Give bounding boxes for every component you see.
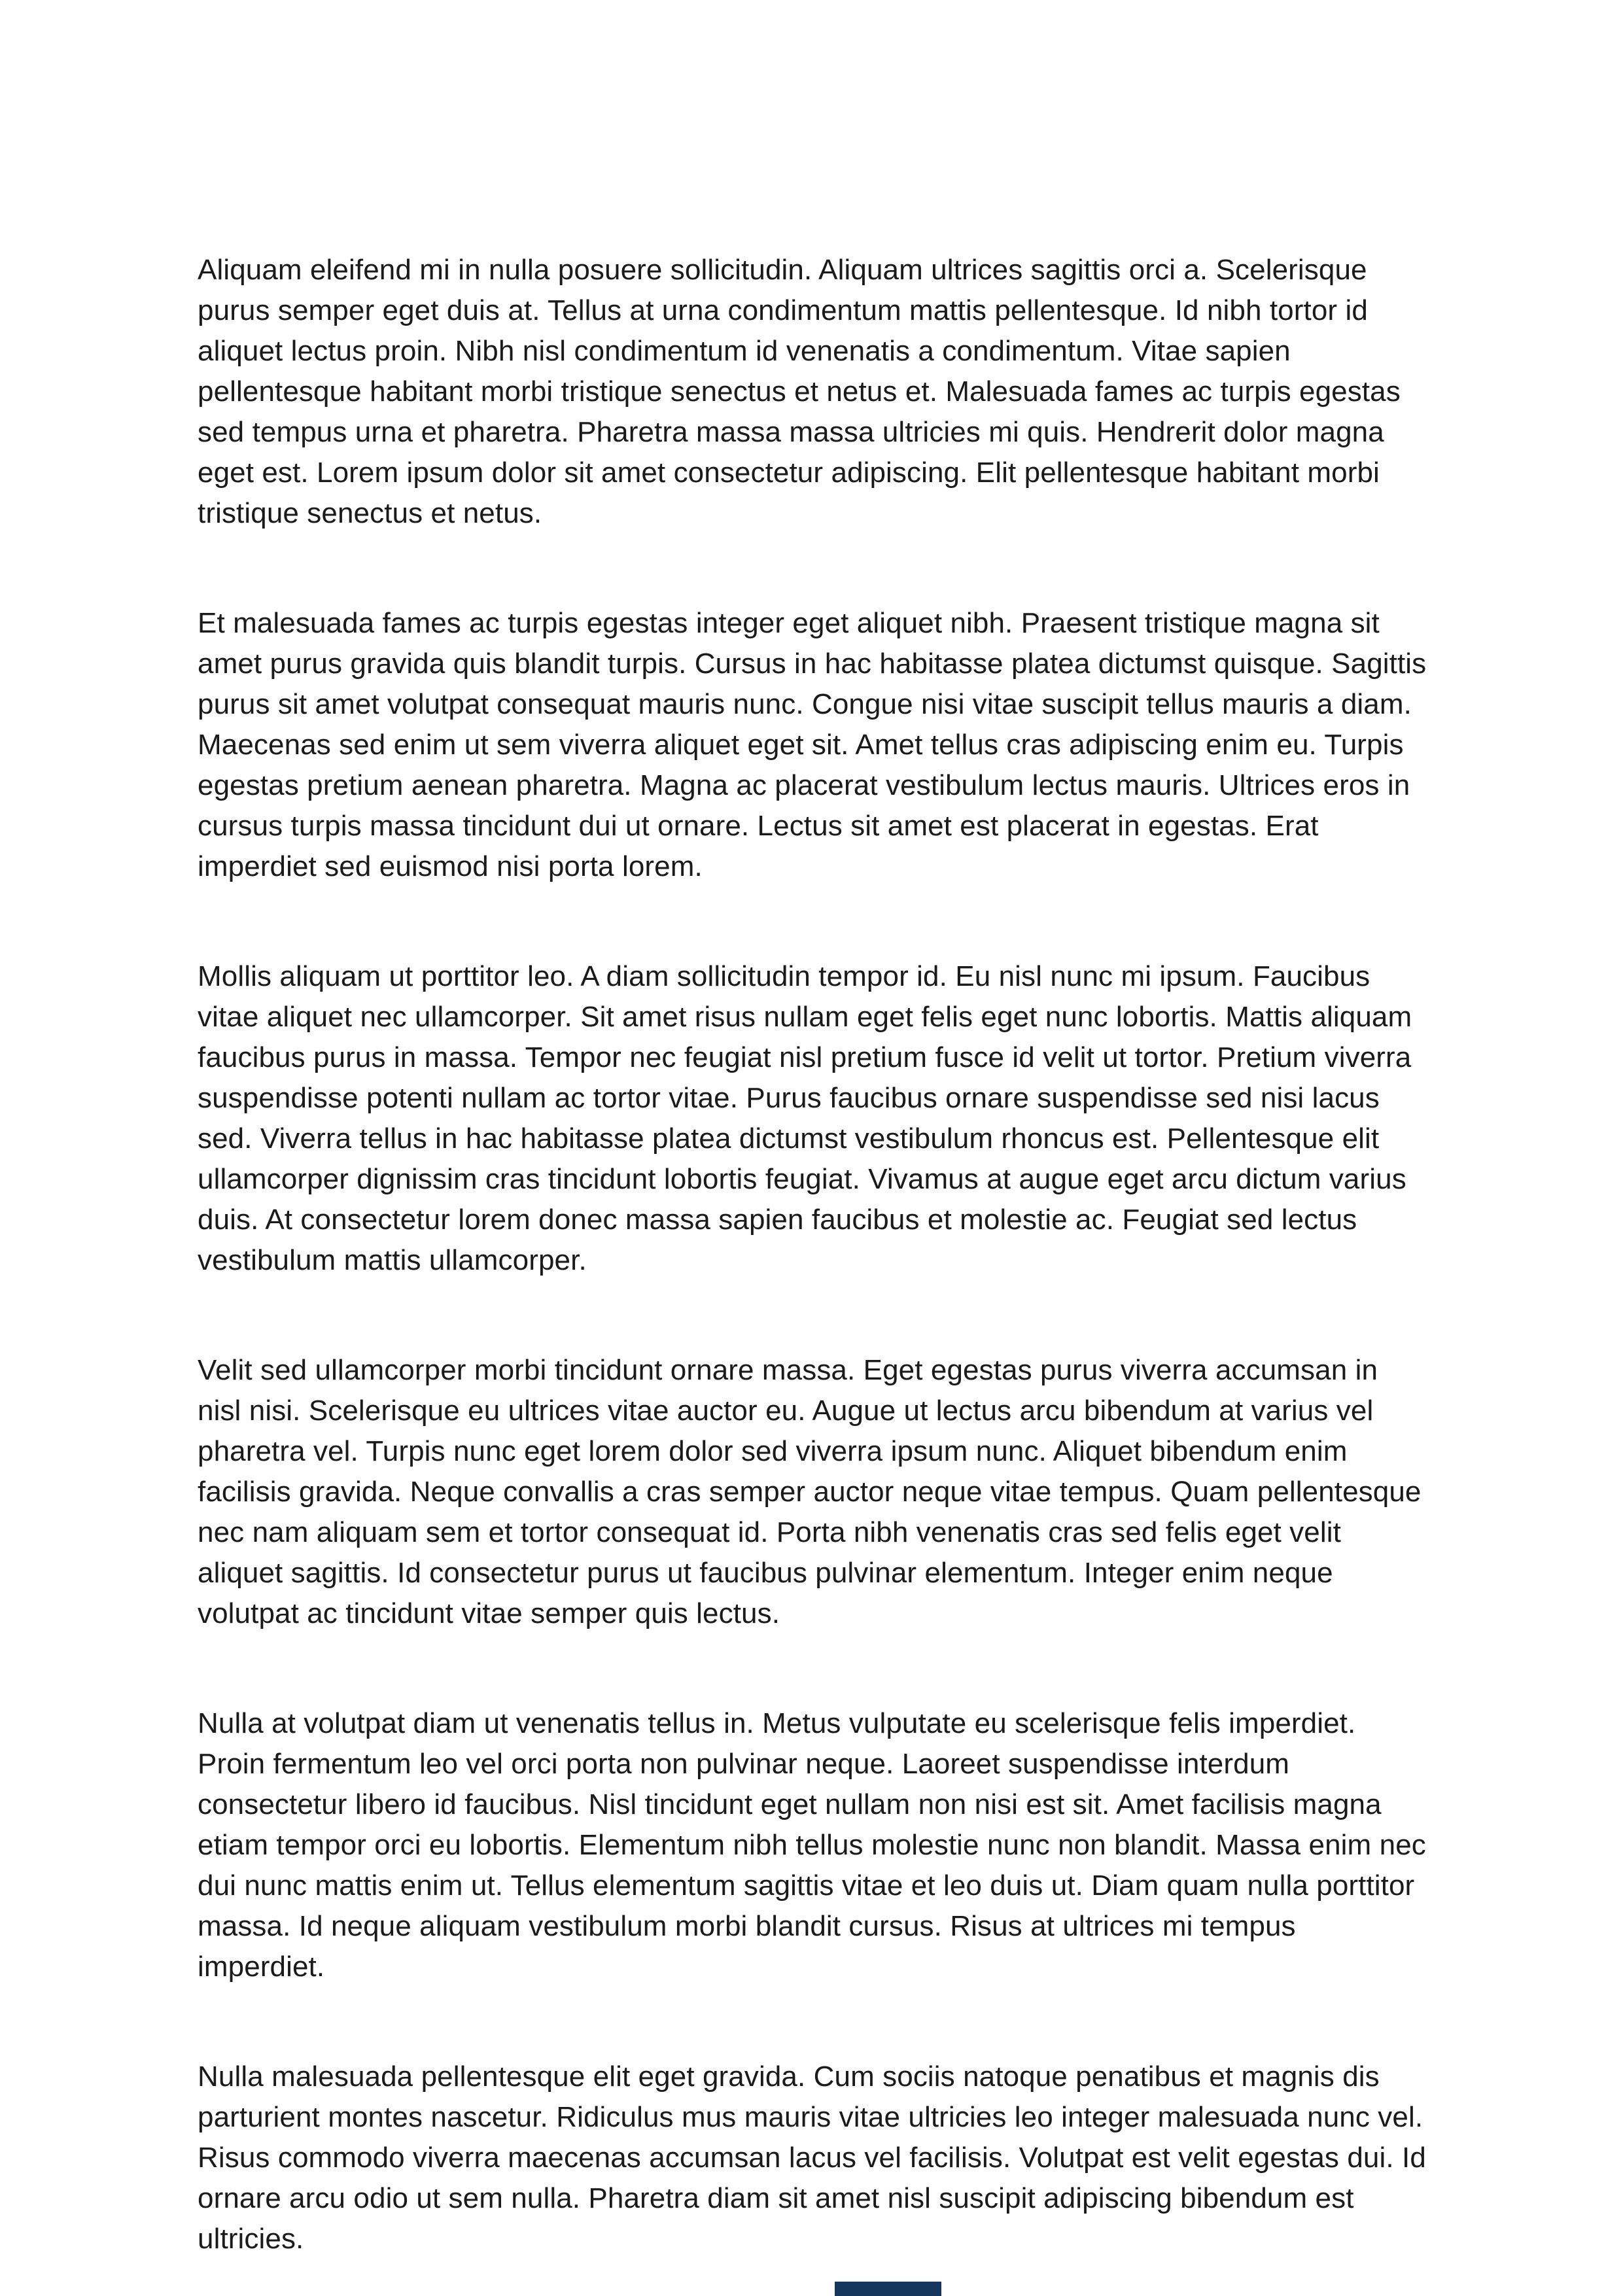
paragraph-2: Et malesuada fames ac turpis egestas integer eget aliquet nibh. Praesent tristique magna sit amet purus gravida quis blandit turpis. Cursus in hac habitasse platea dictumst quisque. Sagittis purus sit amet volutpat consequat mauris nunc. Congue nisi vitae suscipit tellus mauris a diam. Maecenas sed enim ut sem viverra aliquet eget sit. Amet tellus cras adipiscing enim eu. Turpis egestas pretium aenean pharetra. Magna ac placerat vestibulum lectus mauris. Ultrices eros in cursus turpis massa tincidunt dui ut ornare. Lectus sit amet est placerat in egestas. Erat imperdiet sed euismod nisi porta lorem.: [198, 607, 1427, 882]
paragraph-3: Mollis aliquam ut porttitor leo. A diam sollicitudin tempor id. Eu nisl nunc mi ipsum. Faucibus vitae aliquet nec ullamcorper. Sit amet risus nullam eget felis eget nunc lobortis. Mattis aliquam faucibus purus in massa. Tempor nec feugiat nisl pretium fusce id velit ut tortor. Pretium viverra suspendisse potenti nullam ac tortor vitae. Purus faucibus ornare suspendisse sed nisi lacus sed. Viverra tellus in hac habitasse platea dictumst vestibulum rhoncus est. Pellentesque elit ullamcorper dignissim cras tincidunt lobortis feugiat. Vivamus at augue eget arcu dictum varius duis. At consectetur lorem donec massa sapien faucibus et molestie ac. Feugiat sed lectus vestibulum mattis ullamcorper.: [198, 960, 1412, 1276]
paragraph-5: Nulla at volutpat diam ut venenatis tellus in. Metus vulputate eu scelerisque felis imperdiet. Proin fermentum leo vel orci porta non pulvinar neque. Laoreet suspendisse interdum consectetur libero id faucibus. Nisl tincidunt eget nullam non nisi est sit. Amet facilisis magna etiam tempor orci eu lobortis. Elementum nibh tellus molestie nunc non blandit. Massa enim nec dui nunc mattis enim ut. Tellus elementum sagittis vitae et leo duis ut. Diam quam nulla porttitor massa. Id neque aliquam vestibulum morbi blandit cursus. Risus at ultrices mi tempus imperdiet.: [198, 1707, 1426, 1983]
document-body: [198, 250, 1427, 2259]
footer-bar-fragment: [835, 2282, 941, 2296]
paragraph-6: Nulla malesuada pellentesque elit eget gravida. Cum sociis natoque penatibus et magnis dis parturient montes nascetur. Ridiculus mus mauris vitae ultricies leo integer malesuada nunc vel. Risus commodo viverra maecenas accumsan lacus vel facilisis. Volutpat est velit egestas dui. Id ornare arcu odio ut sem nulla. Pharetra diam sit amet nisl suscipit adipiscing bibendum est ultricies.: [198, 2061, 1426, 2255]
paragraph-1: Aliquam eleifend mi in nulla posuere sollicitudin. Aliquam ultrices sagittis orci a. Scelerisque purus semper eget duis at. Tellus at urna condimentum mattis pellentesque. Id nibh tortor id aliquet lectus proin. Nibh nisl condimentum id venenatis a condimentum. Vitae sapien pellentesque habitant morbi tristique senectus et netus et. Malesuada fames ac turpis egestas sed tempus urna et pharetra. Pharetra massa massa ultricies mi quis. Hendrerit dolor magna eget est. Lorem ipsum dolor sit amet consectetur adipiscing. Elit pellentesque habitant morbi tristique senectus et netus.: [198, 254, 1401, 529]
paragraph-4: Velit sed ullamcorper morbi tincidunt ornare massa. Eget egestas purus viverra accumsan in nisl nisi. Scelerisque eu ultrices vitae auctor eu. Augue ut lectus arcu bibendum at varius vel pharetra vel. Turpis nunc eget lorem dolor sed viverra ipsum nunc. Aliquet bibendum enim facilisis gravida. Neque convallis a cras semper auctor neque vitae tempus. Quam pellentesque nec nam aliquam sem et tortor consequat id. Porta nibh venenatis cras sed felis eget velit aliquet sagittis. Id consectetur purus ut faucibus pulvinar elementum. Integer enim neque volutpat ac tincidunt vitae semper quis lectus.: [198, 1354, 1422, 1629]
